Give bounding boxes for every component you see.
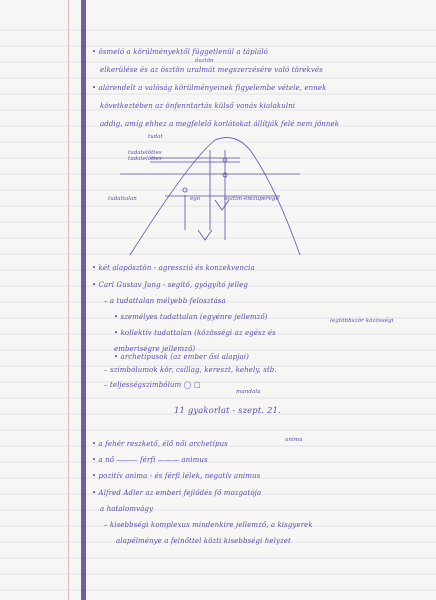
annotation-mandala: mandala [236,389,261,395]
note-line-3: • alárendelt a valóság körülményeinek figyelembe vétele, ennek [92,84,327,92]
diagram-label-id: ösztön-én [224,196,251,202]
note-line-2: elkerülése és az ösztön uralmát megszerzésére való törekvés [100,66,323,74]
diagram-label-unconscious: tudattalan [108,196,137,202]
annotation-kollektiv: legtöbbször közösségi [330,318,394,324]
note-line-5: addig, amíg ehhez a megfelelő korlátokat állítják felé nem jönnek [100,120,340,128]
note-line-13: – szimbólumok kör, csillag, kereszt, kehely, stb. [104,366,277,374]
note-line-18: • Alfred Adler az emberi fejlődés fő mozgatója [92,489,262,497]
note-line-10: • kollektív tudattalan (közösségi az egész és [114,329,276,337]
note-line-19: a hatalomvágy [100,505,154,513]
note-line-16: • a nő ——— férfi ——— animus [92,456,208,464]
annotation-anima: anima [285,437,303,443]
note-line-21: alapélménye a felnőttel közti kisebbségi helyzet [116,537,291,545]
annotation-above-line: ősztön [195,58,214,64]
note-line-7: • Carl Gustav Jung - segítő, gyógyító jelleg [92,281,248,289]
section-heading: 11 gyakorlat - szept. 21. [174,406,281,416]
note-line-15: • a fehér reszkető, élő női archetípus [92,440,228,448]
diagram-label-mid: tudatelőttes [128,156,162,162]
note-line-17: • pozitív anima - és férfi lélek, negatív animus [92,472,261,480]
note-line-8: – a tudattalan mélyebb felosztása [104,297,226,305]
diagram-label-ego: ego [190,196,201,202]
note-line-11: emberiségre jellemző) [114,345,196,353]
note-line-4: következtében az önfenntartás külső vonás kialakulni [100,102,296,110]
note-line-12: • archetípusok (az ember ősi alapjai) [114,353,249,361]
note-line-20: – kisebbségi komplexus mindenkire jellemző, a kisgyerek [104,521,313,529]
note-line-14: – teljességszimbólum ◯ □ [104,381,201,389]
diagram-label-preconscious: tudatelőttes [128,150,162,156]
diagram-label-top: tudat [148,134,163,140]
note-line-1: • ösmeló a körülményektől függetlenül a tápláló [92,48,268,56]
note-line-6: • két alapösztön - agresszió és konzekvencia [92,264,255,272]
note-line-9: • személyes tudattalan (egyénre jellemző) [114,313,268,321]
diagram-label-superego: szuperego [250,196,279,202]
diagram-node [183,188,187,192]
